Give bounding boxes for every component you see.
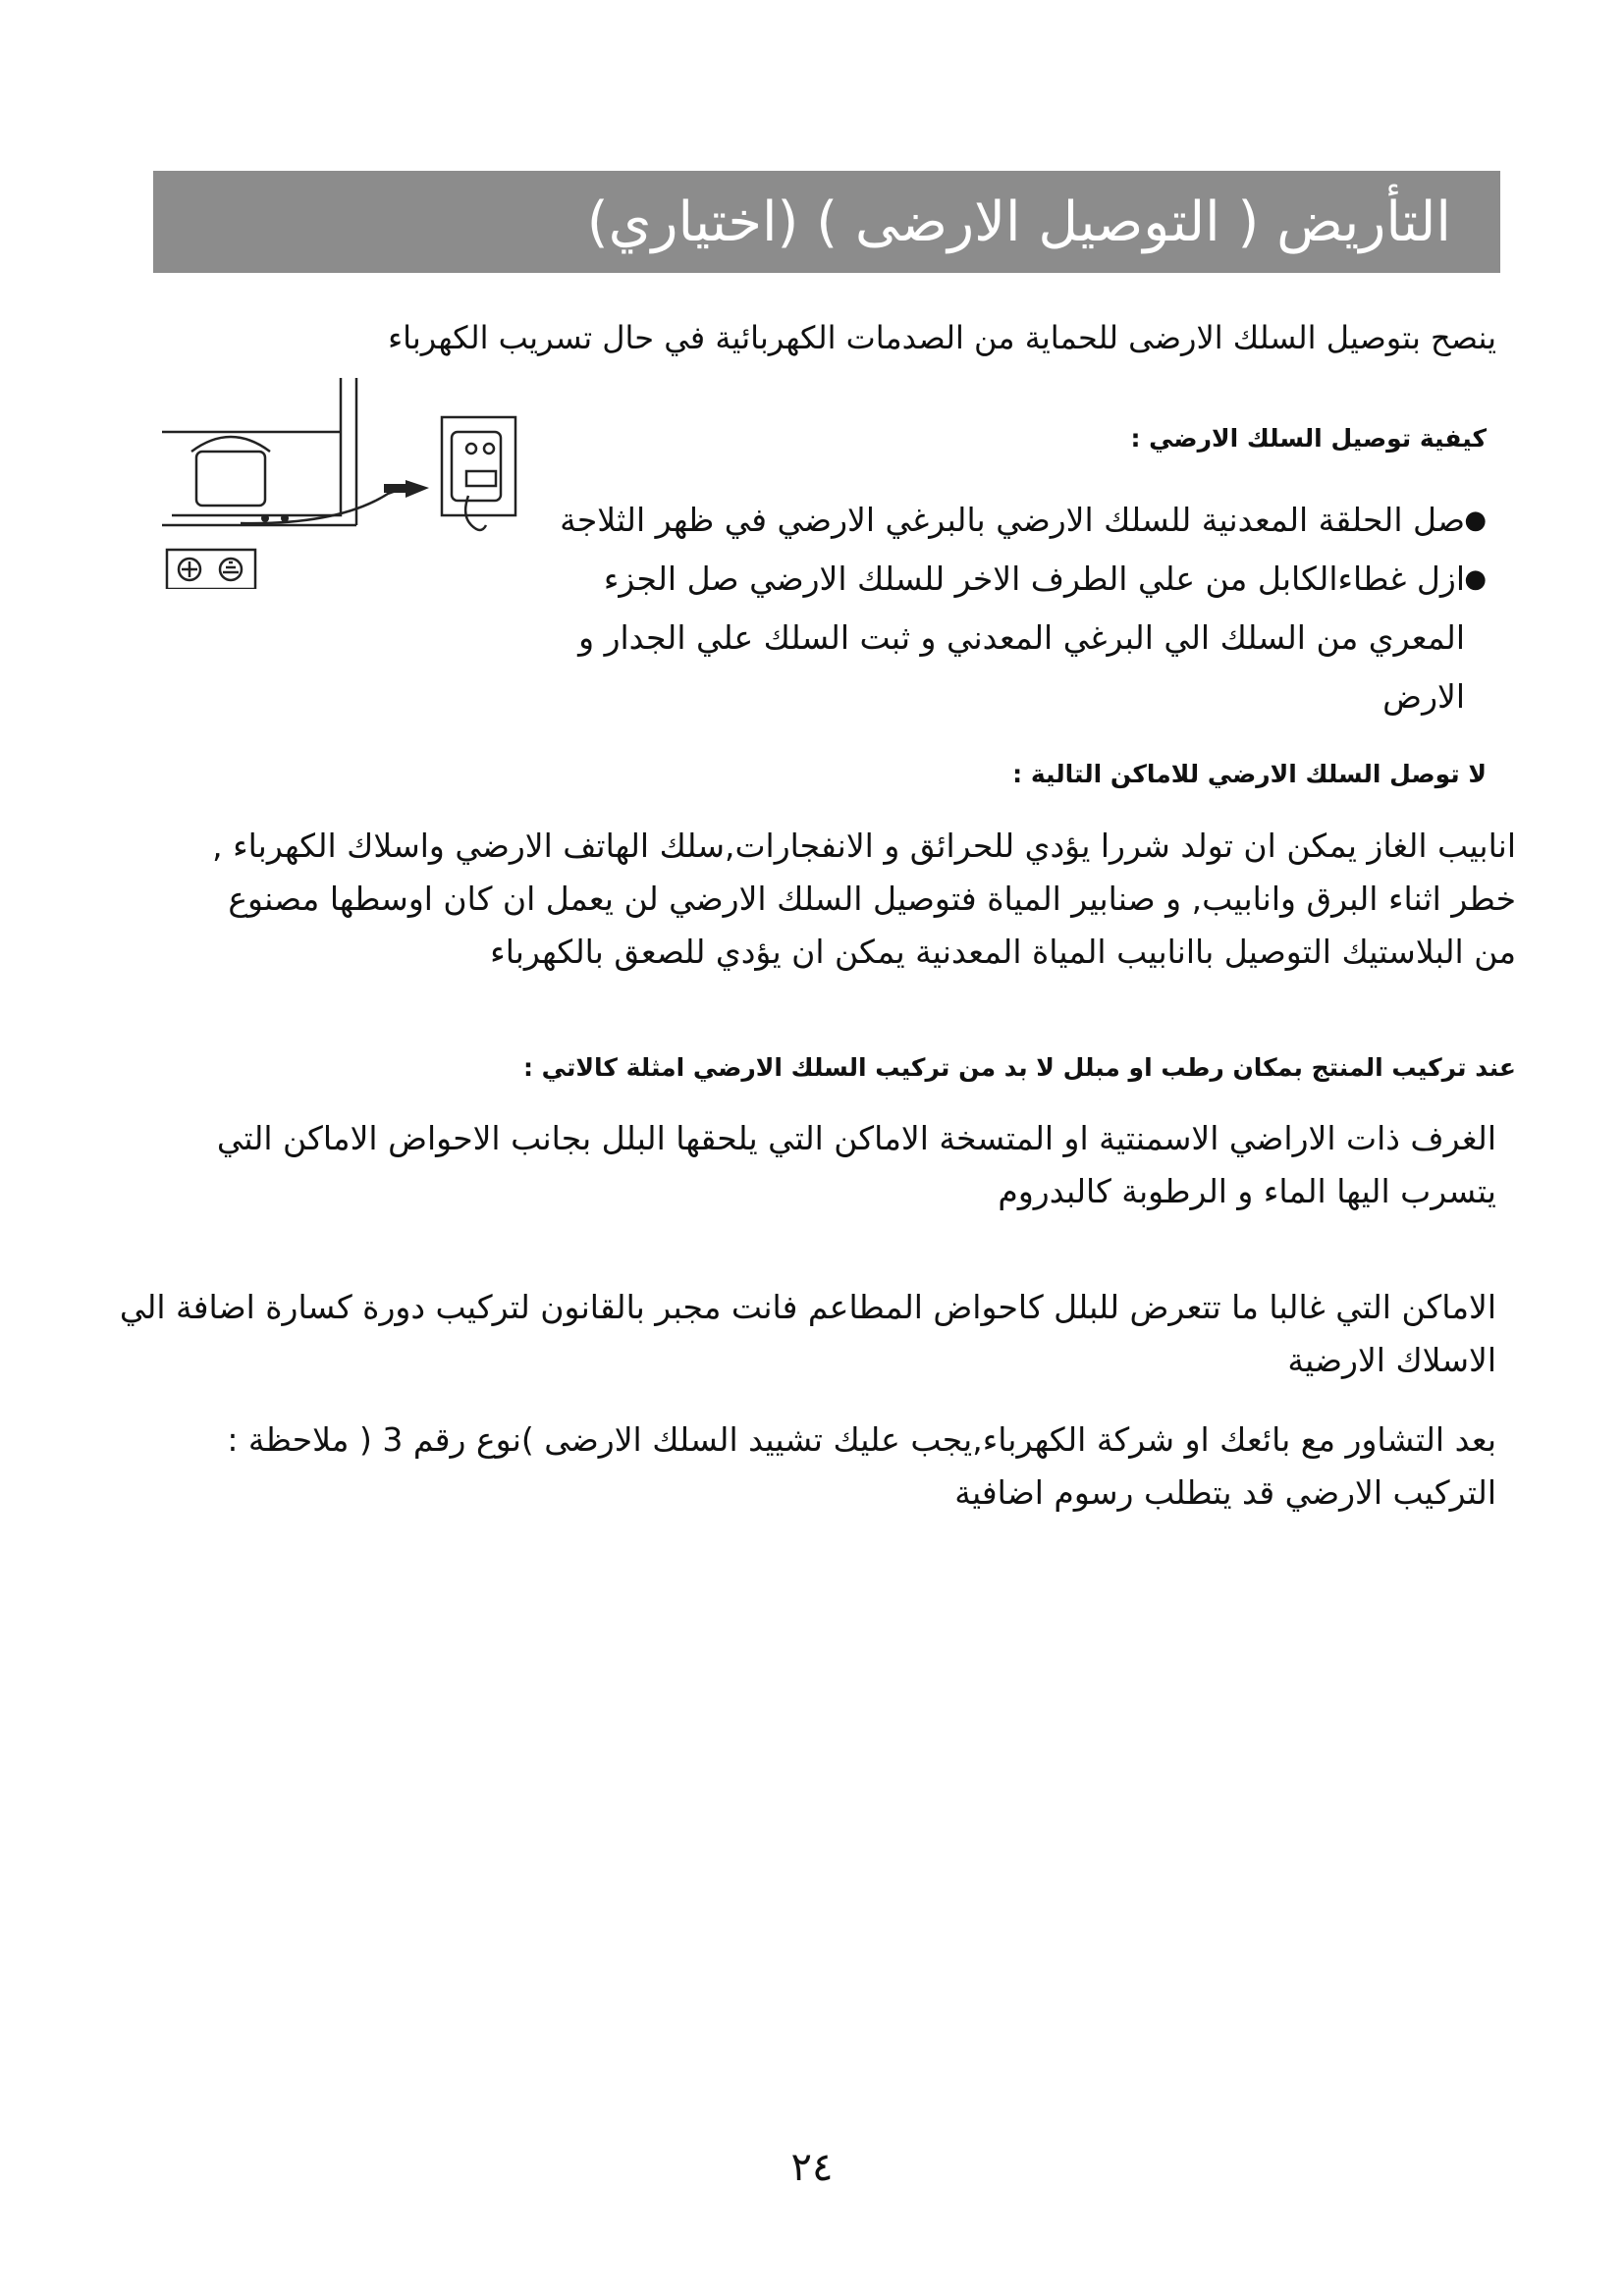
list-item xyxy=(505,550,1487,609)
do-not-connect-heading: لا توصل السلك الارضي للاماكن التالية : xyxy=(1012,760,1487,788)
text-line: الاماكن التي غالبا ما تتعرض للبلل كاحواض المطاعم فانت مجبر بالقانون لتركيب دورة كسارة اضافة الي xyxy=(119,1288,1496,1326)
text-line: الاسلاك الارضية xyxy=(1287,1341,1496,1379)
text-line: يتسرب اليها الماء و الرطوبة كالبدروم xyxy=(998,1172,1496,1210)
text-line: من البلاستيك التوصيل باانابيب المياة المعدنية يمكن ان يؤدي للصعق بالكهرباء xyxy=(490,933,1516,971)
how-to-connect-heading: كيفية توصيل السلك الارضي : xyxy=(1130,424,1487,453)
page-title-bar xyxy=(153,171,1500,273)
note-paragraph xyxy=(141,1414,1496,1520)
text-line: انابيب الغاز يمكن ان تولد شررا يؤدي للحرائق و الانفجارات,سلك الهاتف الارضي واسلاك الكهرباء , xyxy=(212,827,1516,865)
text-line: التركيب الارضي قد يتطلب رسوم اضافية xyxy=(954,1473,1496,1512)
page-number: ٢٤ xyxy=(790,2145,834,2190)
text-line: الغرف ذات الاراضي الاسمنتية او المتسخة الاماكن التي يلحقها البلل بجانب الاحواض الاماكن التي xyxy=(216,1119,1496,1157)
list-item-text: صل الحلقة المعدنية للسلك الارضي بالبرغي الارضي في ظهر الثلاجة xyxy=(560,501,1465,539)
text-line: بعد التشاور مع بائعك او شركة الكهرباء,يجب عليك تشييد السلك الارضى )نوع رقم 3 ( ملاحظة : xyxy=(227,1420,1496,1459)
list-item-text: ازل غطاءالكابل من علي الطرف الاخر للسلك الارضي صل الجزء xyxy=(603,560,1465,598)
grounding-illustration xyxy=(162,378,525,589)
intro-paragraph: ينصح بتوصيل السلك الارضى للحماية من الصدمات الكهربائية في حال تسريب الكهرباء xyxy=(388,319,1496,356)
list-item-continuation xyxy=(505,609,1487,726)
wet-location-paragraph xyxy=(216,1112,1496,1218)
do-not-connect-paragraph xyxy=(210,820,1516,979)
bullet-icon: ● xyxy=(1464,564,1487,594)
kitchen-paragraph xyxy=(119,1281,1496,1387)
wet-location-heading: عند تركيب المنتج بمكان رطب او مبلل لا بد من تركيب السلك الارضي امثلة كالاتي : xyxy=(522,1053,1516,1082)
list-item xyxy=(505,491,1487,550)
list-item-text: المعري من السلك الي البرغي المعدني و ثبت السلك علي الجدار و الارض xyxy=(578,618,1465,716)
connection-steps-list xyxy=(505,491,1487,726)
page-title: التأريض ( التوصيل الارضى ) (اختياري) xyxy=(586,189,1451,254)
text-line: خطر اثناء البرق وانابيب, و صنابير المياة فتوصيل السلك الارضي لن يعمل ان كان اوسطها مصنوع xyxy=(228,880,1516,918)
bullet-icon: ● xyxy=(1464,506,1487,535)
